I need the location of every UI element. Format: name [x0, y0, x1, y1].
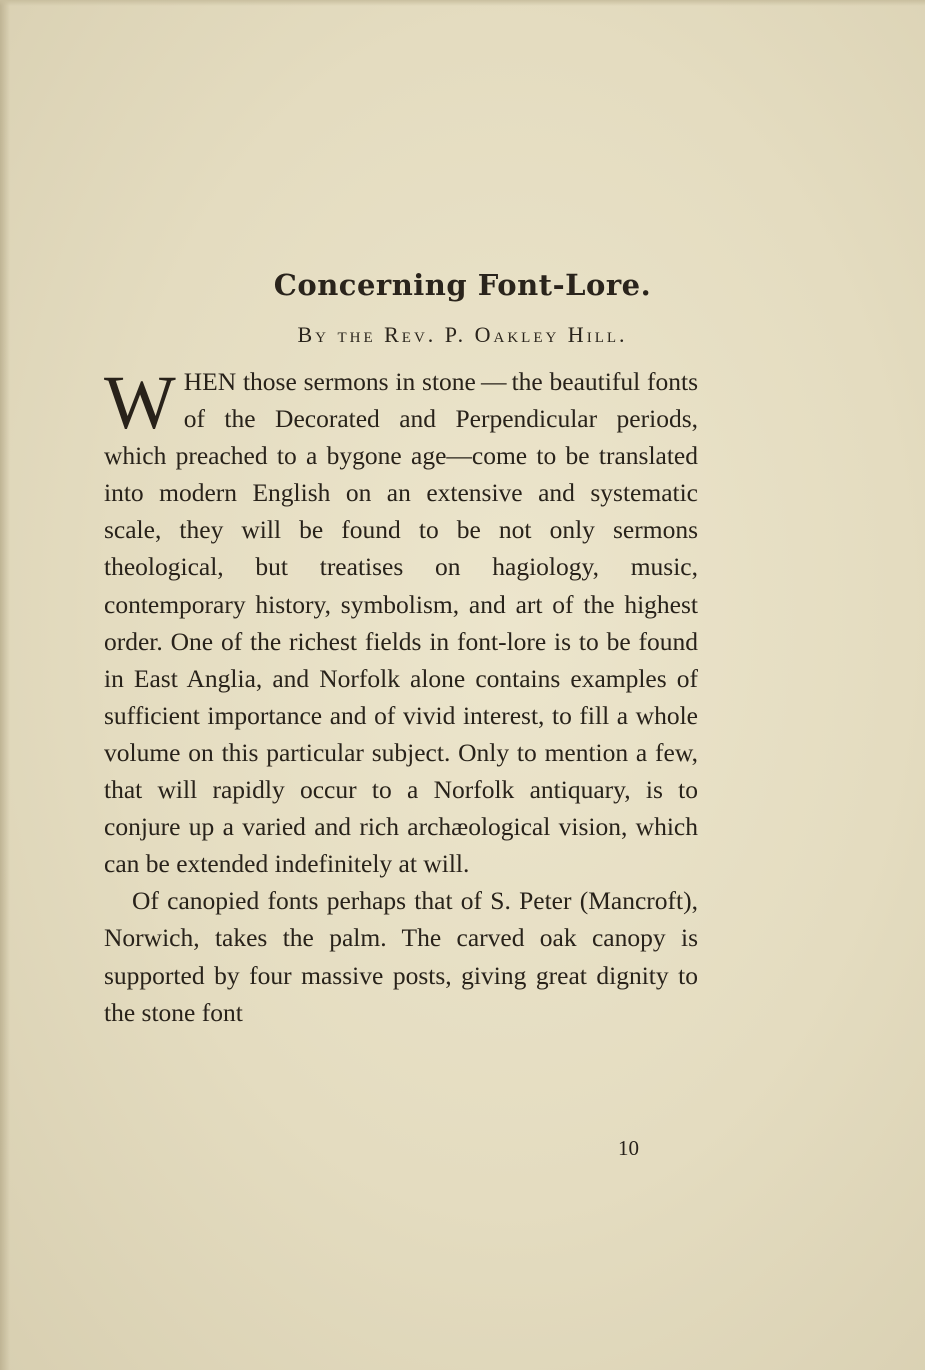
paragraph-1: WHEN those sermons in stone — the beautiful fonts of the Decorated and Perpendicular periods, which preached to a bygone age—come to be translated into modern English on an extensive and systematic scale, they will be found to be not only sermons theological, but treatises on hagiology, music, contemporary history, symbolism, and art of the highest order. One of the richest fields in font-lore is to be found in East Anglia, and Norfolk alone contains examples of sufficient importance and of vivid interest, to fill a whole volume on this particular subject. Only to mention a few, that will rapidly occur to a Norfolk antiquary, is to conjure up a varied and rich archæological vision, which can be extended indefinitely at will. [104, 361, 698, 879]
article-body [104, 363, 698, 1031]
page-number: 10 [618, 1136, 639, 1160]
author-byline: By the Rev. P. Oakley Hill. [297, 322, 628, 347]
page-edge-shadow [0, 0, 10, 1370]
page-top-shadow [0, 0, 925, 6]
article-title: Concerning Font-Lore. [273, 268, 652, 302]
paragraph-2: Of canopied fonts perhaps that of S. Peter (Mancroft), Norwich, takes the palm. The carved oak canopy is supported by four massive posts, giving great dignity to the stone font [104, 886, 698, 1027]
